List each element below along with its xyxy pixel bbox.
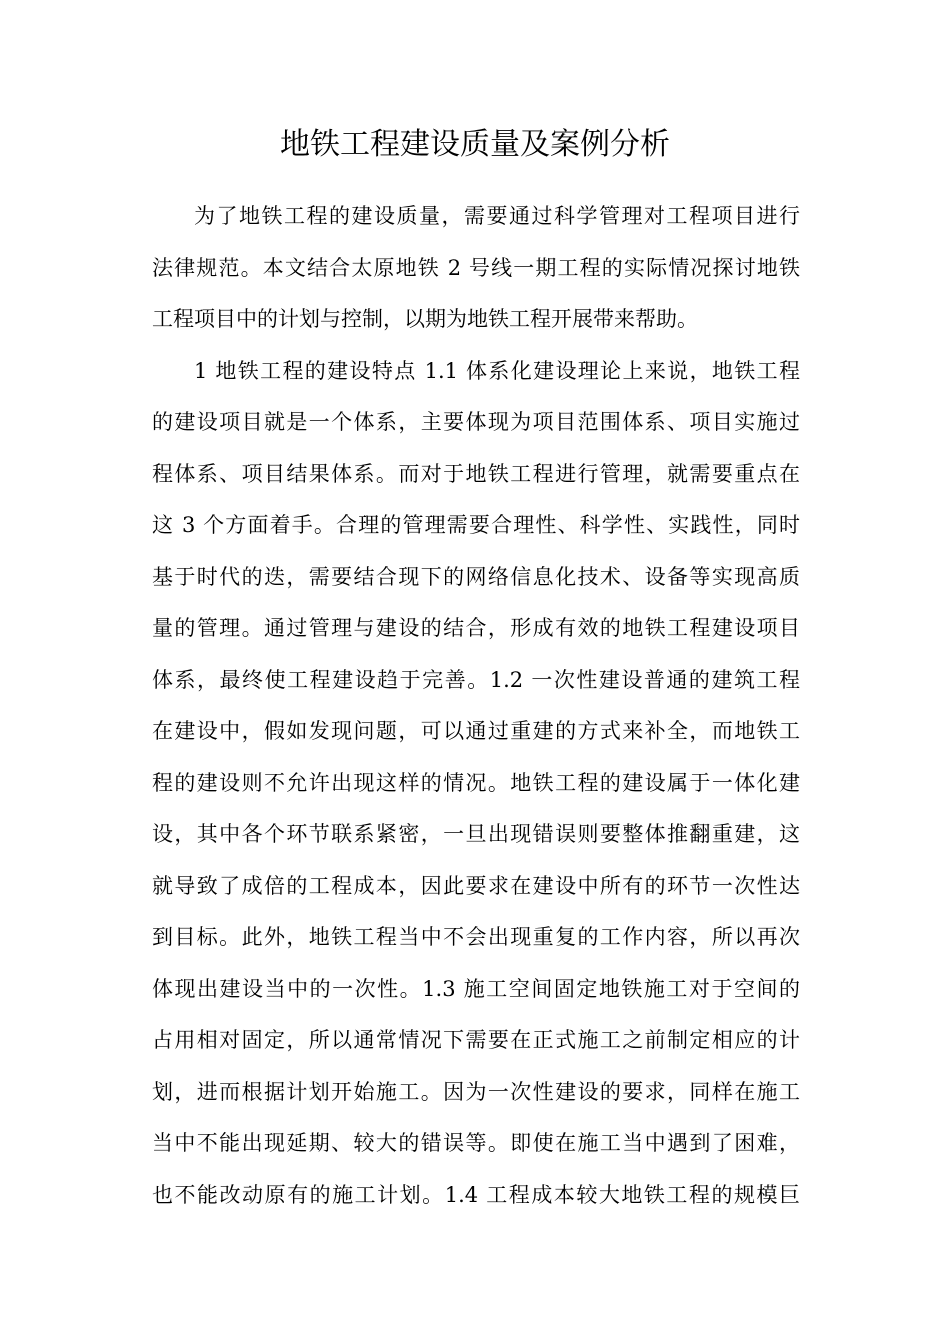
paragraph-line: 在建设中，假如发现问题，可以通过重建的方式来补全，而地铁工 (152, 719, 800, 743)
paragraph-line: 量的管理。通过管理与建设的结合，形成有效的地铁工程建设项目 (152, 616, 800, 640)
document-body (152, 191, 800, 1221)
paragraph-line: 1 地铁工程的建设特点 1.1 体系化建设理论上来说，地铁工程 (194, 358, 800, 383)
paragraph-line: 体系，最终使工程建设趋于完善。1.2 一次性建设普通的建筑工程 (152, 667, 800, 692)
paragraph-line: 程的建设则不允许出现这样的情况。地铁工程的建设属于一体化建 (152, 770, 800, 795)
paragraph-line: 的建设项目就是一个体系，主要体现为项目范围体系、项目实施过 (152, 410, 800, 434)
paragraph-line: 为了地铁工程的建设质量，需要通过科学管理对工程项目进行 (194, 204, 800, 228)
paragraph-line: 占用相对固定，所以通常情况下需要在正式施工之前制定相应的计 (152, 1028, 800, 1052)
paragraph-line: 基于时代的迭，需要结合现下的网络信息化技术、设备等实现高质 (152, 564, 800, 589)
document-title: 地铁工程建设质量及案例分析 (280, 127, 670, 162)
paragraph-line: 程体系、项目结果体系。而对于地铁工程进行管理，就需要重点在 (152, 461, 800, 486)
paragraph-line: 当中不能出现延期、较大的错误等。即使在施工当中遇到了困难， (152, 1131, 800, 1155)
paragraph-line: 这 3 个方面着手。合理的管理需要合理性、科学性、实践性，同时 (152, 513, 800, 537)
paragraph-line: 就导致了成倍的工程成本，因此要求在建设中所有的环节一次性达 (152, 873, 800, 898)
paragraph-line: 体现出建设当中的一次性。1.3 施工空间固定地铁施工对于空间的 (152, 976, 800, 1001)
paragraph-line: 划，进而根据计划开始施工。因为一次性建设的要求，同样在施工 (152, 1079, 800, 1104)
paragraph-line: 法律规范。本文结合太原地铁 2 号线一期工程的实际情况探讨地铁 (152, 255, 800, 280)
paragraph-line: 到目标。此外，地铁工程当中不会出现重复的工作内容，所以再次 (152, 925, 800, 949)
paragraph-line: 设，其中各个环节联系紧密，一旦出现错误则要整体推翻重建，这 (152, 822, 800, 846)
paragraph-line: 工程项目中的计划与控制，以期为地铁工程开展带来帮助。 (152, 307, 698, 331)
paragraph-line: 也不能改动原有的施工计划。1.4 工程成本较大地铁工程的规模巨 (152, 1182, 800, 1207)
